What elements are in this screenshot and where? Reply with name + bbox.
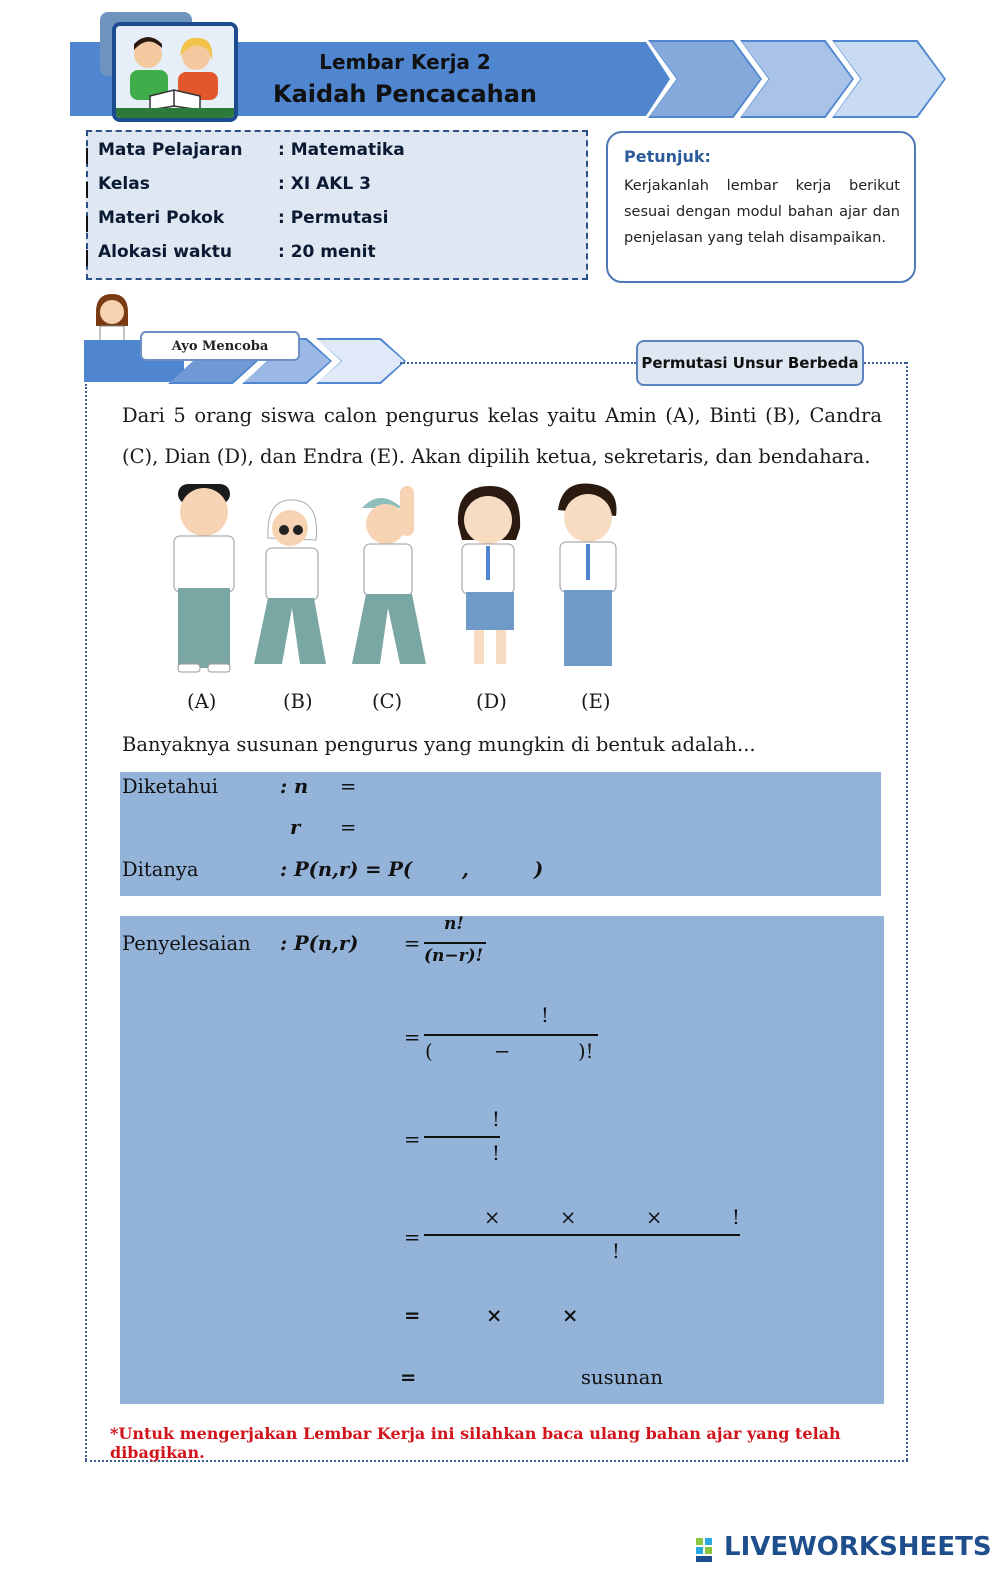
student-d-figure xyxy=(458,486,520,664)
footer-note: *Untuk mengerjakan Lembar Kerja ini silahkan baca ulang bahan ajar yang telah dibagikan. xyxy=(110,1424,841,1462)
step5-factor3-input[interactable] xyxy=(582,1302,632,1328)
info-row-topic: Materi Pokok : Permutasi xyxy=(98,208,389,228)
step3-denominator-bang: ! xyxy=(492,1142,500,1165)
equals-6: = xyxy=(400,1366,417,1389)
student-c-figure xyxy=(352,486,426,664)
step2-n-input[interactable] xyxy=(438,1038,488,1064)
step2-numerator-input[interactable] xyxy=(460,1002,540,1028)
step4-denominator-bang: ! xyxy=(612,1240,620,1263)
info-row-class: Kelas : XI AKL 3 xyxy=(98,174,371,194)
dotted-frame-right xyxy=(906,362,908,1460)
info-row-time: Alokasi waktu : 20 menit xyxy=(98,242,376,262)
step4-factor4-input[interactable] xyxy=(676,1204,730,1230)
step4-factor3-input[interactable] xyxy=(590,1204,644,1230)
question-text: Dari 5 orang siswa calon pengurus kelas yaitu Amin (A), Binti (B), Candra (C), Dian (D), dan Endra (E). Akan dipilih ketua, sekretaris, dan bendahara. xyxy=(122,404,882,468)
instructions-text: Kerjakanlah lembar kerja berikut sesuai dengan modul bahan ajar dan penjelasan yang telah disampaikan. xyxy=(624,178,900,246)
step2-fraction-line xyxy=(424,1034,598,1036)
formula-denominator: (n−r)! xyxy=(424,946,484,966)
solution-panel xyxy=(120,916,884,1404)
figure-label-a: (A) xyxy=(187,690,217,713)
ditanya-label: Ditanya xyxy=(122,858,199,881)
equals-5: = xyxy=(404,1304,421,1327)
info-bullet xyxy=(86,182,88,198)
reading-kids-illustration xyxy=(112,22,238,122)
step2-close-paren: )! xyxy=(578,1040,594,1063)
equals-3: = xyxy=(404,1128,421,1151)
step4-factor1-input[interactable] xyxy=(440,1204,480,1230)
dotted-divider xyxy=(400,362,636,364)
formula-fraction-line xyxy=(424,942,486,944)
dotted-frame-left xyxy=(85,384,87,1460)
dotted-divider xyxy=(864,362,906,364)
step4-factor2-input[interactable] xyxy=(512,1204,552,1230)
header-subtitle: Kaidah Pencacahan xyxy=(273,80,537,108)
n-equals: = xyxy=(340,775,357,798)
penyelesaian-label: Penyelesaian xyxy=(122,932,251,955)
final-answer-input[interactable] xyxy=(430,1364,570,1390)
step3-fraction-line xyxy=(424,1136,500,1138)
times-2: × xyxy=(560,1206,577,1229)
n-variable: : n xyxy=(280,775,309,798)
n-value-input[interactable] xyxy=(400,772,480,802)
equals-2: = xyxy=(404,1026,421,1049)
header-title: Lembar Kerja 2 xyxy=(319,50,491,74)
question-prompt: Banyaknya susunan pengurus yang mungkin di bentuk adalah... xyxy=(122,733,756,756)
figure-label-c: (C) xyxy=(372,690,403,713)
diketahui-label: Diketahui xyxy=(122,775,219,798)
p-n-input[interactable] xyxy=(408,855,458,885)
step4-numerator-bang: ! xyxy=(732,1206,740,1229)
info-bullet xyxy=(86,148,88,164)
step5-factor2-input[interactable] xyxy=(506,1302,556,1328)
instructions-box xyxy=(606,131,916,283)
step4-denominator-input[interactable] xyxy=(560,1238,610,1264)
info-bullet xyxy=(86,216,88,232)
step2-open-paren: ( xyxy=(425,1040,433,1063)
r-value-input[interactable] xyxy=(400,813,480,843)
penyelesaian-expression: : P(n,r) xyxy=(280,932,359,955)
times-3: × xyxy=(646,1206,663,1229)
r-equals: = xyxy=(340,816,357,839)
ditanya-expression: : P(n,r) = P( xyxy=(280,858,413,881)
student-e-figure xyxy=(558,484,617,666)
liveworksheets-brand: LIVEWORKSHEETS xyxy=(724,1532,992,1562)
figure-label-d: (D) xyxy=(476,690,507,713)
info-box xyxy=(86,130,588,280)
activity-label: Ayo Mencoba xyxy=(140,331,300,361)
step5-factor1-input[interactable] xyxy=(430,1302,480,1328)
step3-denominator-input[interactable] xyxy=(430,1140,490,1166)
figure-label-b: (B) xyxy=(283,690,313,713)
unit-label: susunan xyxy=(581,1366,663,1389)
step3-numerator-bang: ! xyxy=(492,1108,500,1131)
ditanya-close: ) xyxy=(534,858,544,881)
times-4: × xyxy=(486,1304,503,1327)
formula-numerator: n! xyxy=(444,914,464,934)
liveworksheets-logo-icon xyxy=(696,1538,722,1562)
step3-numerator-input[interactable] xyxy=(430,1106,490,1132)
topic-box: Permutasi Unsur Berbeda xyxy=(636,340,864,386)
step2-minus: − xyxy=(494,1040,511,1063)
given-panel xyxy=(120,772,881,896)
step4-fraction-line xyxy=(424,1234,740,1236)
ditanya-comma: , xyxy=(462,858,469,881)
info-bullet xyxy=(86,250,88,266)
times-5: × xyxy=(562,1304,579,1327)
student-b-figure xyxy=(254,500,326,664)
times-1: × xyxy=(484,1206,501,1229)
info-row-subject: Mata Pelajaran : Matematika xyxy=(98,140,405,160)
step2-r-input[interactable] xyxy=(514,1038,574,1064)
student-a-figure xyxy=(174,484,234,672)
step2-numerator-bang: ! xyxy=(541,1004,549,1027)
r-variable: r xyxy=(290,816,301,839)
instructions-title: Petunjuk: xyxy=(624,147,711,166)
students-illustration xyxy=(150,478,640,688)
equals-4: = xyxy=(404,1226,421,1249)
equals-1: = xyxy=(404,932,421,955)
figure-label-e: (E) xyxy=(581,690,611,713)
p-r-input[interactable] xyxy=(474,855,530,885)
